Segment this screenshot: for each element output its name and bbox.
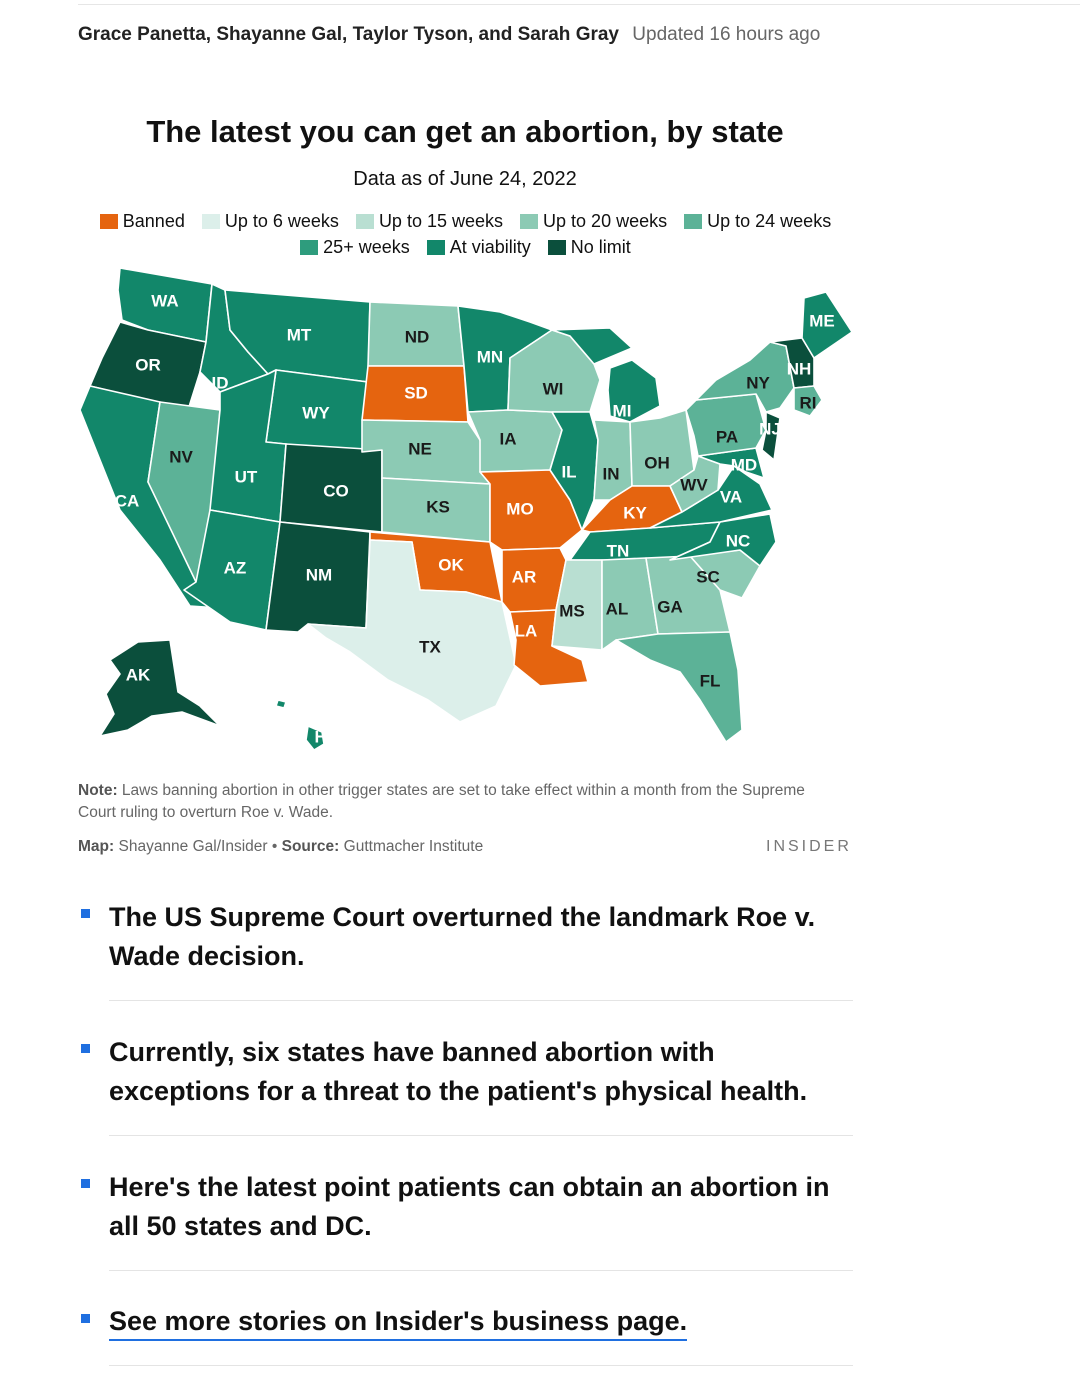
divider <box>109 1270 853 1271</box>
key-point <box>78 1033 853 1136</box>
state-label-tn: TN <box>606 541 630 561</box>
state-label-nm: NM <box>305 565 333 585</box>
state-label-ny: NY <box>746 373 770 393</box>
state-label-nc: NC <box>725 531 751 551</box>
state-label-pa: PA <box>715 427 739 447</box>
state-label-nj: NJ <box>759 419 781 439</box>
divider <box>109 1365 853 1366</box>
byline <box>78 24 820 46</box>
state-label-in: IN <box>602 464 620 484</box>
state-label-nv: NV <box>169 447 193 467</box>
legend-label: Up to 6 weeks <box>224 211 339 231</box>
state-label-wv: WV <box>680 475 708 495</box>
key-point-text: Here's the latest point patients can obtain an abortion in all 50 states and DC. <box>109 1172 830 1241</box>
state-label-va: VA <box>719 487 743 507</box>
state-pa[interactable] <box>686 394 766 456</box>
state-label-ks: KS <box>426 497 450 517</box>
state-label-mo: MO <box>506 499 534 519</box>
legend-item-25-weeks <box>300 234 410 260</box>
legend-item-15-weeks <box>356 208 503 234</box>
legend-item-20-weeks <box>520 208 667 234</box>
state-label-mt: MT <box>286 325 312 345</box>
state-label-ia: IA <box>499 429 517 449</box>
state-label-wy: WY <box>302 403 330 423</box>
note-label: Note: <box>78 782 118 799</box>
state-in[interactable] <box>594 420 632 500</box>
state-label-al: AL <box>605 599 629 619</box>
business-page-link[interactable]: See more stories on Insider's business page. <box>109 1303 687 1341</box>
state-label-oh: OH <box>644 453 670 473</box>
legend-swatch <box>100 214 118 229</box>
credit-map: Shayanne Gal/Insider <box>118 838 268 855</box>
bullet-square-icon <box>81 909 90 918</box>
state-label-ar: AR <box>511 567 537 587</box>
state-label-or: OR <box>135 355 161 375</box>
map-note <box>78 780 838 824</box>
key-point <box>78 1168 853 1271</box>
state-hi-islands[interactable] <box>276 700 286 708</box>
map-subtitle: Data as of June 24, 2022 <box>353 168 577 190</box>
legend-swatch <box>300 240 318 255</box>
legend-swatch <box>202 214 220 229</box>
legend-label: Up to 15 weeks <box>378 211 504 231</box>
state-label-wi: WI <box>542 379 564 399</box>
legend-label: Up to 24 weeks <box>707 211 832 231</box>
legend-label: Up to 20 weeks <box>543 211 668 231</box>
state-label-ok: OK <box>438 555 464 575</box>
state-label-ga: GA <box>657 597 683 617</box>
state-label-tx: TX <box>419 637 441 657</box>
state-label-id: ID <box>211 373 229 393</box>
key-point <box>78 898 853 1001</box>
author-names[interactable]: Grace Panetta, Shayanne Gal, Taylor Tyson, and Sarah Gray <box>78 24 619 45</box>
map-legend <box>78 208 853 260</box>
legend-item-banned <box>100 208 185 234</box>
key-points <box>78 898 853 1398</box>
legend-item-viability <box>427 234 531 260</box>
updated-timestamp: Updated 16 hours ago <box>632 24 821 45</box>
state-label-ca: CA <box>114 491 140 511</box>
state-label-la: LA <box>514 621 538 641</box>
map-title: The latest you can get an abortion, by state <box>146 114 784 149</box>
legend-swatch <box>520 214 538 229</box>
legend-swatch <box>548 240 566 255</box>
state-label-az: AZ <box>223 558 247 578</box>
state-label-ri: RI <box>799 393 817 413</box>
state-label-sc: SC <box>696 567 720 587</box>
state-label-ky: KY <box>623 503 647 523</box>
state-label-nd: ND <box>404 327 430 347</box>
state-label-nh: NH <box>786 359 812 379</box>
legend-swatch <box>427 240 445 255</box>
key-point <box>78 1303 853 1366</box>
credit-separator: • <box>271 838 278 855</box>
legend-label: Banned <box>122 211 185 231</box>
state-label-ak: AK <box>125 665 151 685</box>
credit-map-label: Map: <box>78 838 115 855</box>
state-label-fl: FL <box>699 671 721 691</box>
legend-swatch <box>356 214 374 229</box>
legend-label: 25+ weeks <box>323 237 410 257</box>
state-label-il: IL <box>561 462 577 482</box>
bullet-square-icon <box>81 1314 90 1323</box>
us-state-map <box>70 260 870 760</box>
state-ak[interactable] <box>100 640 220 736</box>
state-label-ne: NE <box>408 439 432 459</box>
insider-logo: INSIDER <box>766 838 852 855</box>
key-point-text: Currently, six states have banned abortion with exceptions for a threat to the patient's physical health. <box>109 1037 808 1106</box>
state-label-sd: SD <box>404 383 428 403</box>
legend-row <box>78 208 853 234</box>
legend-swatch <box>684 214 702 229</box>
bullet-square-icon <box>81 1044 90 1053</box>
divider <box>109 1135 853 1136</box>
note-text: Laws banning abortion in other trigger states are set to take effect within a month from the Supreme Court ruling to overturn Roe v. Wade. <box>78 782 805 821</box>
legend-item-no-limit <box>548 234 631 260</box>
legend-label: At viability <box>449 237 531 257</box>
divider <box>109 1000 853 1001</box>
state-fl[interactable] <box>616 632 742 742</box>
top-divider <box>78 4 1080 5</box>
state-label-mi: MI <box>612 401 632 421</box>
state-label-wa: WA <box>151 291 179 311</box>
state-label-mn: MN <box>476 347 504 367</box>
state-label-ut: UT <box>234 467 258 487</box>
state-label-me: ME <box>809 311 835 331</box>
state-label-hi: HI <box>314 727 332 747</box>
legend-item-24-weeks <box>684 208 831 234</box>
legend-label: No limit <box>570 237 631 257</box>
credit-source-label: Source: <box>281 838 340 855</box>
legend-row <box>78 234 853 260</box>
state-label-ms: MS <box>559 601 585 621</box>
key-point-text: The US Supreme Court overturned the landmark Roe v. Wade decision. <box>109 902 816 971</box>
state-label-co: CO <box>323 481 349 501</box>
bullet-square-icon <box>81 1179 90 1188</box>
credit-source: Guttmacher Institute <box>343 838 484 855</box>
state-label-md: MD <box>730 455 758 475</box>
map-credits <box>78 838 483 856</box>
legend-item-6-weeks <box>202 208 339 234</box>
